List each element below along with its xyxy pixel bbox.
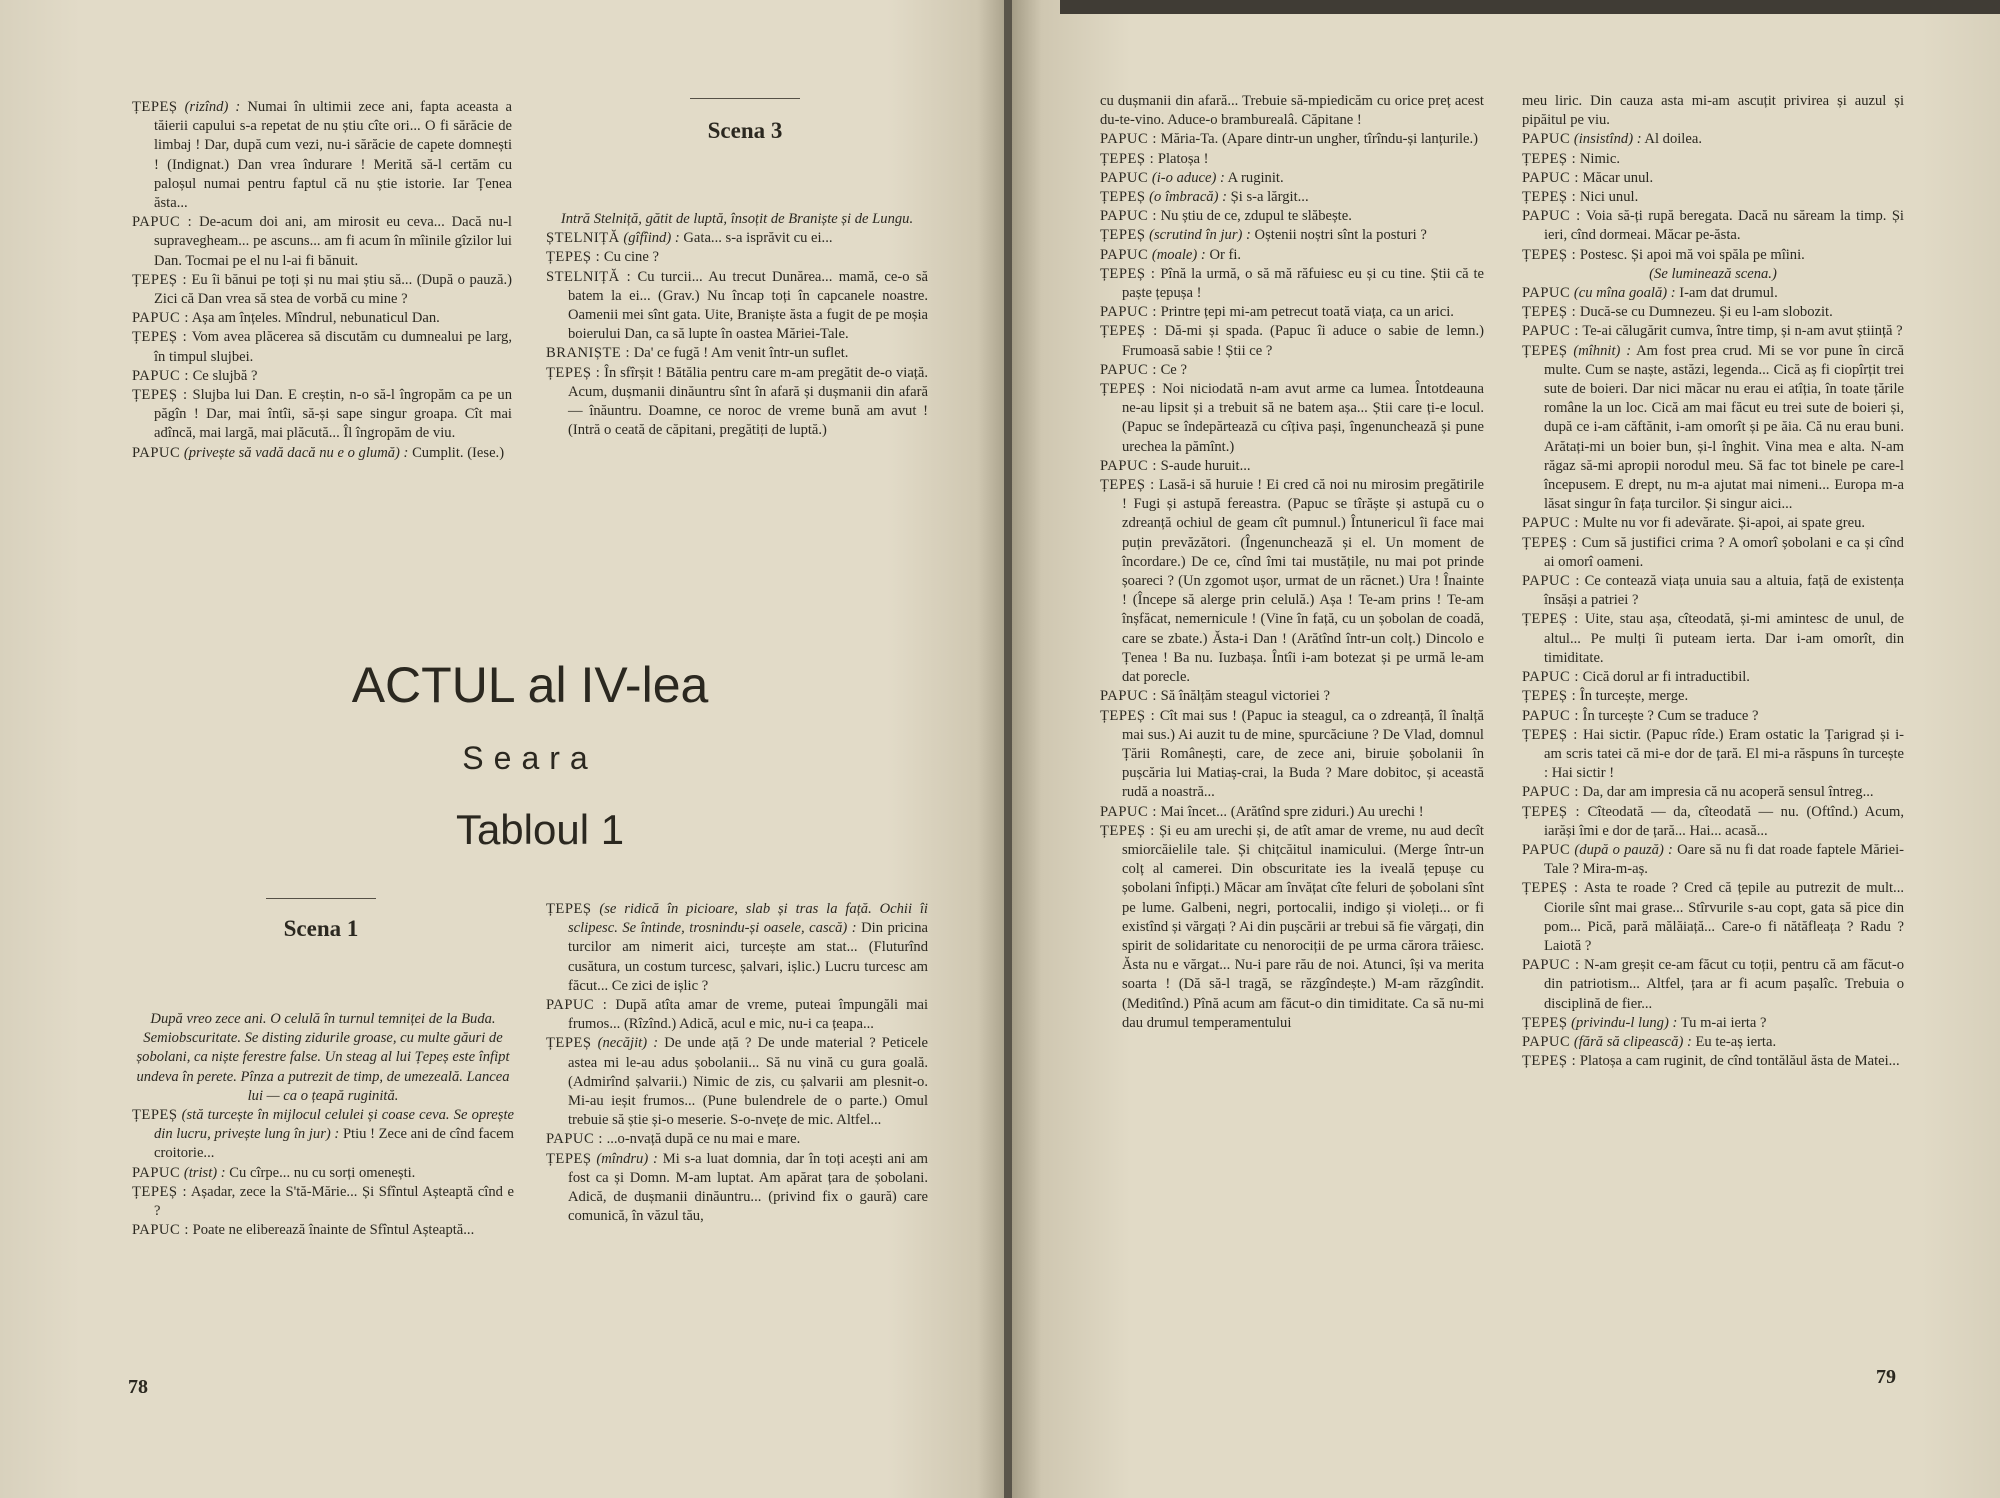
line-text: Să înălțăm steagul victoriei ? bbox=[1160, 688, 1330, 705]
speaker-name: ȚEPEȘ : bbox=[1522, 304, 1577, 321]
dialogue-line bbox=[132, 386, 512, 444]
line-text: Cică dorul ar fi intraductibil. bbox=[1582, 669, 1750, 686]
dialogue-line bbox=[1522, 610, 1904, 668]
stage-direction: (scrutind în jur) : bbox=[1149, 227, 1251, 244]
line-text: Poate ne eliberează înainte de Sfîntul Așteaptă... bbox=[192, 1222, 475, 1239]
dialogue-line bbox=[1522, 1052, 1904, 1071]
speaker-name: ȚEPEȘ : bbox=[546, 249, 601, 266]
stage-direction: Intră Stelniță, gătit de luptă, însoțit de Braniște și de Lungu. bbox=[560, 211, 914, 227]
line-text: Oare să nu fi dat roade faptele Măriei-Tale ? Mira-m-aș. bbox=[1544, 841, 1904, 878]
stage-direction: (moale) : bbox=[1151, 246, 1206, 263]
speaker-name: PAPUC : bbox=[1522, 515, 1579, 532]
line-text: Nici unul. bbox=[1579, 189, 1639, 206]
stage-direction: (Se luminează scena.) bbox=[1649, 265, 1777, 282]
dialogue-line bbox=[1100, 476, 1484, 687]
dialogue-line bbox=[546, 1130, 928, 1149]
dialogue-line bbox=[1100, 457, 1484, 476]
scene1-rule bbox=[266, 898, 376, 899]
speaker-name: ȚEPEȘ : bbox=[132, 387, 188, 404]
stage-direction: (rizînd) : bbox=[184, 99, 241, 115]
speaker-name: ȚEPEȘ : bbox=[1100, 822, 1155, 839]
line-text: Măcar unul. bbox=[1582, 169, 1654, 186]
dialogue-line bbox=[132, 1010, 514, 1106]
dialogue-line bbox=[1522, 803, 1904, 841]
right-page bbox=[1012, 0, 2000, 1498]
page-number-right: 79 bbox=[1876, 1366, 1896, 1388]
line-text: Cu cîrpe... nu cu sorți omenești. bbox=[229, 1164, 416, 1181]
page-number-left: 78 bbox=[128, 1376, 148, 1398]
speaker-name: PAPUC : bbox=[1100, 304, 1157, 321]
line-text: Nu știu de ce, zdupul te slăbește. bbox=[1160, 208, 1352, 225]
speaker-name: ȚEPEȘ : bbox=[1522, 688, 1577, 705]
dialogue-line bbox=[546, 1150, 928, 1227]
line-text: Eu îi bănui pe toți și nu mai știu să... (După o pauză.) Zici că Dan vrea să stea de vorbă cu mine ? bbox=[154, 271, 512, 308]
dialogue-line bbox=[546, 996, 928, 1034]
scene3-rule bbox=[690, 98, 800, 99]
line-text: meu liric. Din cauza asta mi-am ascuțit privirea și auzul și pipăitul pe viu. bbox=[1522, 93, 1904, 129]
speaker-name: ȚEPEȘ : bbox=[1100, 477, 1155, 494]
dialogue-line bbox=[1522, 572, 1904, 610]
speaker-name: ȘTELNIȚĂ bbox=[546, 230, 620, 247]
line-text: Am fost prea crud. Mi se vor pune în circă multe. Cum se naște, astăzi, legenda... Cică aș fi ciopîrțit trei sute de boieri. Dar nici măcar nu erau ei atîția, în toate țările române la un loc. Cică am mai făcut eu trei sute de boieri și, după ce i-am căftănit, i-am omorît și pe ăia. Că nu erau buni. Arătați-mi un boier bun, și-l înghit. Vina mea e alta. N-am răgaz să-mi apropii norodul meu. Să fac tot binele pe care-l începusem. E drept, nu m-a ajutat mai nimeni... Europa m-a lăsat singur în fața turcilor. Și singur aici... bbox=[1544, 342, 1905, 513]
speaker-name: PAPUC : bbox=[1522, 957, 1580, 974]
dialogue-line bbox=[1522, 514, 1904, 533]
speaker-name: ȚEPEȘ bbox=[546, 901, 592, 917]
dialogue-line bbox=[1100, 361, 1484, 380]
dialogue-line bbox=[1100, 246, 1484, 265]
line-text: Slujba lui Dan. E creștin, n-o să-l îngropăm ca pe un păgîn ! Dar, mai întîi, să-și sape singur groapa. Cît mai adîncă, mai largă, mai plăcută... Îl îngropăm de viu. bbox=[154, 387, 512, 442]
dialogue-line bbox=[132, 444, 512, 463]
dialogue-line bbox=[132, 309, 512, 328]
line-text: Așadar, zece la S'tă-Mărie... Și Sfîntul Așteaptă cînd e ? bbox=[154, 1183, 515, 1220]
dialogue-line bbox=[1522, 841, 1904, 879]
line-text: Noi niciodată n-am avut arme ca lumea. Întotdeauna ne-au lipsit și a trebuit să ne batem așa... Știi care ți-e locul. (Papuc se îndepărtează cu cîțiva pași, îngenunchează și pune urechea la pămînt.) bbox=[1122, 381, 1485, 455]
speaker-name: PAPUC bbox=[132, 444, 181, 461]
dialogue-line bbox=[1100, 188, 1484, 207]
line-text: Ce contează viața unuia sau a altuia, față de existența însăși a patriei ? bbox=[1544, 573, 1904, 609]
dialogue-line bbox=[1100, 380, 1484, 457]
dialogue-line bbox=[546, 210, 928, 229]
dialogue-line bbox=[132, 1164, 514, 1183]
speaker-name: PAPUC : bbox=[1522, 784, 1579, 801]
dialogue-line bbox=[1522, 726, 1904, 784]
speaker-name: ȚEPEȘ : bbox=[1100, 323, 1158, 340]
line-text: Și s-a lărgit... bbox=[1230, 189, 1309, 206]
speaker-name: PAPUC bbox=[1522, 285, 1571, 302]
left-col1-bottom bbox=[132, 1010, 514, 1240]
stage-direction: (cu mîna goală) : bbox=[1573, 285, 1676, 302]
line-text: Da' ce fugă ! Am venit într-un suflet. bbox=[633, 345, 849, 362]
speaker-name: ȚEPEȘ bbox=[1522, 1014, 1568, 1031]
line-text: Or fi. bbox=[1209, 246, 1242, 263]
speaker-name: PAPUC : bbox=[1100, 131, 1157, 148]
speaker-name: ȚEPEȘ bbox=[132, 1107, 178, 1124]
speaker-name: PAPUC : bbox=[132, 1222, 189, 1239]
speaker-name: ȚEPEȘ : bbox=[1522, 803, 1581, 820]
speaker-name: ȚEPEȘ : bbox=[1522, 1053, 1577, 1070]
dialogue-line bbox=[1522, 207, 1904, 245]
line-text: Voia să-ți rupă beregata. Dacă nu săream la timp. Și ieri, cînd dormeai. Măcar pe-ăsta. bbox=[1544, 208, 1904, 244]
dialogue-line bbox=[132, 1106, 514, 1164]
dialogue-line bbox=[1100, 207, 1484, 226]
line-text: Dă-mi și spada. (Papuc îi aduce o sabie de lemn.) Frumoasă sabie ! Știi ce ? bbox=[1122, 323, 1484, 359]
left-col2-top bbox=[546, 210, 928, 440]
speaker-name: ȚEPEȘ : bbox=[1522, 880, 1579, 897]
dialogue-line bbox=[1522, 668, 1904, 687]
speaker-name: PAPUC : bbox=[1522, 573, 1580, 590]
dialogue-line bbox=[132, 1221, 514, 1240]
dialogue-line bbox=[1100, 707, 1484, 803]
dialogue-line bbox=[132, 213, 512, 271]
line-text: Așa am înțeles. Mîndrul, nebunaticul Dan. bbox=[191, 310, 440, 327]
dialogue-line bbox=[546, 900, 928, 996]
dialogue-line bbox=[1100, 265, 1484, 303]
line-text: Ce ? bbox=[1160, 361, 1187, 378]
speaker-name: PAPUC : bbox=[1522, 208, 1581, 225]
dialogue-line bbox=[1522, 246, 1904, 265]
right-col4 bbox=[1522, 92, 1904, 1071]
dialogue-line bbox=[132, 271, 512, 309]
stage-direction: După vreo zece ani. O celulă în turnul temniței de la Buda. Semiobscuritate. Se disting zidurile groase, cu multe găuri de șobolani, ca niște ferestre false. Un steag al lui Țepeș este înfipt undeva în perete. Pînza a putrezit de timp, de umezeală. Lancea lui — ca o țeapă ruginită. bbox=[136, 1011, 510, 1104]
line-text: Platoșa ! bbox=[1157, 150, 1209, 167]
right-col3 bbox=[1100, 92, 1484, 1033]
stage-direction: (i-o aduce) : bbox=[1151, 169, 1225, 186]
dialogue-line bbox=[546, 229, 928, 248]
dialogue-line bbox=[132, 367, 512, 386]
speaker-name: PAPUC : bbox=[546, 1131, 603, 1148]
speaker-name: ȚEPEȘ bbox=[1100, 227, 1146, 244]
speaker-name: ȚEPEȘ : bbox=[132, 1183, 188, 1200]
speaker-name: PAPUC : bbox=[1522, 323, 1579, 340]
speaker-name: PAPUC : bbox=[1100, 361, 1157, 378]
speaker-name: PAPUC bbox=[1100, 246, 1149, 263]
line-text: Cîteodată — da, cîteodată — nu. (Oftînd.) Acum, iarăși îmi e dor de țară... Hai... acasă... bbox=[1544, 803, 1904, 839]
dialogue-line bbox=[1100, 150, 1484, 169]
line-text: Vom avea plăcerea să discutăm cu dumnealui pe larg, în timpul slujbei. bbox=[154, 329, 513, 365]
scene1-title: Scena 1 bbox=[283, 916, 359, 941]
speaker-name: ȚEPEȘ bbox=[132, 99, 178, 115]
speaker-name: ȚEPEȘ : bbox=[1100, 707, 1156, 724]
speaker-name: ȚEPEȘ : bbox=[132, 271, 188, 288]
dialogue-line bbox=[1522, 687, 1904, 706]
dialogue-line bbox=[1522, 92, 1904, 130]
dialogue-line bbox=[1522, 783, 1904, 802]
dialogue-line bbox=[1100, 169, 1484, 188]
line-text: cu dușmanii din afară... Trebuie să-mpiedicăm cu orice preț acest du-te-vino. Aduce-o bramburealâ. Căpitane ! bbox=[1100, 93, 1484, 129]
line-text: Numai în ultimii zece ani, fapta aceasta a tăierii capului s-a repetat de nu știu cîte ori... O fi sărăcie de limbaj ! Dar, după cum vezi, nu-i sărăcie de capete domnești ! (Indignat.) Dan vrea îndurare ! Merită să-l certăm cu paloșul numai pentru faptul că nu știe istorie. Iar Țenea ăsta... bbox=[154, 99, 512, 212]
speaker-name: PAPUC : bbox=[132, 367, 189, 384]
line-text: N-am greșit ce-am făcut cu toții, pentru că am făcut-o din patriotism... Altfel, țara ar fi acum pașalîc. Trebuia o disciplină de fier... bbox=[1544, 957, 1904, 1012]
speaker-name: BRANIȘTE : bbox=[546, 345, 631, 362]
line-text: Postesc. Și apoi mă voi spăla pe mîini. bbox=[1579, 246, 1805, 263]
act-title: ACTUL al IV-lea bbox=[351, 657, 709, 713]
dialogue-line bbox=[1522, 534, 1904, 572]
dialogue-line bbox=[1100, 303, 1484, 322]
speaker-name: ȚEPEȘ : bbox=[1100, 265, 1156, 282]
dialogue-line bbox=[1100, 130, 1484, 149]
speaker-name: PAPUC : bbox=[1100, 688, 1157, 705]
speaker-name: PAPUC bbox=[1100, 169, 1149, 186]
line-text: Cu turcii... Au trecut Dunărea... mamă, ce-o să batem la ei... (Grav.) Nu încap toți în capcanele noastre. Oamenii mei sînt gata. Uite, Braniște ăsta a fugit de pe moșia boierului Dan, ca să lupte în oastea Măriei-Tale. bbox=[568, 268, 929, 343]
stage-direction: (insistînd) : bbox=[1573, 131, 1642, 148]
line-text: Din pricina turcilor am nimerit aici, turcește am stat... (Fluturînd cusătura, un costum turcesc, șalvari, ișlic.) Lucru turcesc am făcut... Ce zici de ișlic ? bbox=[568, 920, 929, 994]
speaker-name: ȚEPEȘ : bbox=[1522, 534, 1578, 551]
stage-direction: (stă turcește în mijlocul celulei și coase ceva. Se oprește din lucru, privește lung în jur) : bbox=[154, 1107, 514, 1143]
line-text: Asta te roade ? Cred că țepile au putrezit de mult... Ciorile sînt mai grase... Stîrvurile s-au copt, gata să pice din pom... Pică, pară mălăiață... Care-o fi nătăfleața ? Radu ? Laiotă ? bbox=[1544, 880, 1905, 954]
line-text: Eu te-aș ierta. bbox=[1695, 1033, 1777, 1050]
dialogue-line bbox=[132, 98, 512, 213]
line-text: Lasă-i să huruie ! Ei cred că noi nu mirosim pregătirile ! Fugi și astupă fereastra. (Papuc se tîrăște și astupă cu o zdreanță ochiul de geam cît pumnul.) Întunericul îi face mai puțin prevăzători. (Îngenunchează și el. Un moment de încordare.) De ce, cînd îmi tai mustățile, nu mai pot prinde șoareci ? (Un zgomot ușor, urmat de un răcnet.) Ura ! Înainte ! (Începe să alerge prin celulă.) Așa ! Te-am prins ! Te-am înșfăcat, nemernicule ! (Vine în față, cu un șobolan de coadă, care se zbate.) Ăsta-i Dan ! (Arătînd într-un colț.) Dincolo e Țenea ! Ba nu. Iuzbașa. Întîi i-am botezat și pe urmă le-am dat porecle. bbox=[1122, 477, 1484, 686]
speaker-name: PAPUC : bbox=[1100, 208, 1157, 225]
stage-direction: (privindu-l lung) : bbox=[1571, 1014, 1678, 1031]
line-text: Printre țepi mi-am petrecut toată viața, ca un arici. bbox=[1160, 304, 1454, 321]
dialogue-line bbox=[1522, 130, 1904, 149]
dialogue-line bbox=[546, 364, 928, 441]
dialogue-line bbox=[1522, 956, 1904, 1014]
line-text: Mi s-a luat domnia, dar în toți acești ani am fost ca și Domn. M-am luptat. Am apărat țara de șobolani. Adică, de dușmanii dinăuntru... (privind fix o gaură) care comunică, în văzul tău, bbox=[568, 1150, 928, 1225]
speaker-name: ȚEPEȘ : bbox=[1522, 189, 1577, 206]
stage-direction: (o îmbracă) : bbox=[1149, 189, 1227, 206]
speaker-name: PAPUC : bbox=[546, 997, 608, 1014]
dialogue-line bbox=[1522, 150, 1904, 169]
speaker-name: PAPUC : bbox=[132, 214, 193, 231]
speaker-name: PAPUC : bbox=[1100, 803, 1157, 820]
dialogue-line bbox=[1522, 169, 1904, 188]
stage-direction: (trist) : bbox=[183, 1164, 226, 1181]
speaker-name: ȚEPEȘ : bbox=[1522, 246, 1577, 263]
dialogue-line bbox=[1100, 226, 1484, 245]
dialogue-line bbox=[1522, 879, 1904, 956]
line-text: De-acum doi ani, am mirosit eu ceva... Dacă nu-l supravegheam... pe ascuns... am fi acum în mîinile gîzilor lui Dan. Tocmai pe el nu l-ai fi bănuit. bbox=[154, 214, 512, 269]
stage-direction: (mîhnit) : bbox=[1573, 342, 1632, 359]
dialogue-line bbox=[1522, 707, 1904, 726]
dialogue-line bbox=[1522, 303, 1904, 322]
dialogue-line bbox=[1522, 265, 1904, 284]
speaker-name: PAPUC bbox=[1522, 1033, 1571, 1050]
stage-direction: (după o pauză) : bbox=[1574, 841, 1673, 858]
act-subtitle: Seara bbox=[462, 740, 598, 776]
line-text: Te-ai călugărit cumva, între timp, și n-am avut știință ? bbox=[1582, 323, 1903, 340]
dialogue-line bbox=[1100, 322, 1484, 360]
speaker-name: ȚEPEȘ bbox=[546, 1035, 592, 1052]
speaker-name: ȚEPEȘ : bbox=[132, 329, 188, 346]
stage-direction: (necăjit) : bbox=[597, 1035, 659, 1052]
line-text: Și eu am urechi și, de atît amar de vreme, nu aud decît smiorcăielile tale. Și chițcăitul inamicului. (Merge într-un colț al camerei. Din obscuritate ies la iveală țepușe cu șobolani înfipți.) Măcar am învățat cîte feluri de șobolani sînt pe lume. Galbeni, negri, portocalii, indigo și violeți... or fi existînd și vărgați ? Ai din pușcării ar trebui să fie vărgați, din spirit de solidaritate cu nenorociții de pe urma cărora trăiesc. Ăsta nu e vărgat... Nu-i pare rău de noi. Atunci, își va merita soarta ! (Dă să-l tragă, se răzgîndește.) M-am răzgîndit. (Meditînd.) Pînă acum am făcut-o din timiditate. Ca să nu-mi dau drumul temperamentului bbox=[1122, 822, 1484, 1031]
speaker-name: PAPUC : bbox=[1100, 457, 1157, 474]
line-text: Da, dar am impresia că nu acoperă sensul întreg... bbox=[1582, 784, 1874, 801]
line-text: Cît mai sus ! (Papuc ia steagul, ca o zdreanță, îl înalță mai sus.) Ai auzit tu de mine, spurcăciune ? De Vlad, domnul Țării Românești, care, de zece ani, biruie șobolanii în pușcăria lui Matiaș-crai, la Buda ? Mare dobitoc, și această rudă a noastră... bbox=[1122, 707, 1484, 801]
dialogue-line bbox=[1100, 687, 1484, 706]
speaker-name: PAPUC : bbox=[132, 310, 189, 327]
line-text: Măria-Ta. (Apare dintr-un ungher, tîrîndu-și lanțurile.) bbox=[1160, 131, 1479, 148]
speaker-name: ȚEPEȘ bbox=[546, 1150, 592, 1167]
dialogue-line bbox=[1522, 342, 1904, 515]
dialogue-line bbox=[1100, 92, 1484, 130]
speaker-name: PAPUC : bbox=[1522, 169, 1579, 186]
line-text: Ptiu ! Zece ani de cînd facem croitorie... bbox=[154, 1126, 514, 1162]
speaker-name: ȚEPEȘ : bbox=[1522, 611, 1579, 628]
dialogue-line bbox=[1522, 1033, 1904, 1052]
speaker-name: ȚEPEȘ : bbox=[546, 364, 601, 381]
line-text: Al doilea. bbox=[1644, 131, 1702, 148]
dialogue-line bbox=[1100, 822, 1484, 1033]
dialogue-line bbox=[1522, 284, 1904, 303]
dialogue-line bbox=[1522, 322, 1904, 341]
dialogue-line bbox=[132, 328, 512, 366]
left-col2-bottom bbox=[546, 900, 928, 1226]
stage-direction: (se ridică în picioare, slab și tras la față. Ochii îi sclipesc. Se întinde, trosnindu-și oasele, cască) : bbox=[568, 901, 928, 937]
line-text: Uite, stau așa, cîteodată, și-mi amintesc de unul, de altul... Pe mulți îi puteam ierta. Dar i-am omorît, din timiditate. bbox=[1544, 611, 1904, 666]
line-text: În turcește, merge. bbox=[1579, 688, 1689, 705]
stage-direction: (mîndru) : bbox=[596, 1150, 658, 1167]
speaker-name: PAPUC : bbox=[1522, 707, 1579, 724]
dialogue-line bbox=[1522, 1014, 1904, 1033]
dialogue-line bbox=[546, 344, 928, 363]
line-text: Pînă la urmă, o să mă răfuiesc eu și cu tine. Știi că te paște țepușa ! bbox=[1122, 265, 1484, 302]
dialogue-line bbox=[132, 1183, 514, 1221]
line-text: Cumplit. (Iese.) bbox=[412, 444, 505, 461]
line-text: Cum să justifici crima ? A omorî șobolani e ca și cînd ai omorî oameni. bbox=[1544, 534, 1904, 570]
line-text: În turcește ? Cum se traduce ? bbox=[1582, 707, 1759, 724]
line-text: Ducă-se cu Dumnezeu. Și eu l-am slobozit. bbox=[1579, 304, 1833, 321]
line-text: S-aude huruit... bbox=[1160, 457, 1251, 474]
line-text: A ruginit. bbox=[1227, 169, 1284, 186]
line-text: După atîta amar de vreme, puteai împungăli mai frumos... (Rîzînd.) Adică, acul e mic, nu-i ca țeapa... bbox=[568, 997, 928, 1033]
background-edge bbox=[1060, 0, 2000, 14]
stage-direction: (privește să vadă dacă nu e o glumă) : bbox=[183, 444, 409, 461]
line-text: Mai încet... (Arătînd spre ziduri.) Au urechi ! bbox=[1160, 803, 1424, 820]
speaker-name: PAPUC : bbox=[1522, 669, 1579, 686]
line-text: Tu m-ai ierta ? bbox=[1680, 1014, 1767, 1031]
speaker-name: ȚEPEȘ : bbox=[1100, 150, 1155, 167]
left-col1-top bbox=[132, 98, 512, 463]
line-text: Gata... s-a isprăvit cu ei... bbox=[683, 230, 833, 247]
dialogue-line bbox=[1100, 803, 1484, 822]
speaker-name: ȚEPEȘ bbox=[1522, 342, 1568, 359]
speaker-name: ȚEPEȘ : bbox=[1522, 150, 1577, 167]
line-text: Multe nu vor fi adevărate. Și-apoi, ai spate greu. bbox=[1582, 515, 1866, 532]
stage-direction: (gîfîind) : bbox=[623, 230, 680, 247]
dialogue-line bbox=[546, 268, 928, 345]
dialogue-line bbox=[1522, 188, 1904, 207]
speaker-name: STELNIȚĂ : bbox=[546, 268, 632, 285]
line-text: Hai sictir. (Papuc rîde.) Eram ostatic la Țarigrad și i-am scris tatei că mi-e dor de țară. El mi-a răspuns în turcește : Hai sictir ! bbox=[1544, 726, 1904, 782]
speaker-name: PAPUC bbox=[1522, 841, 1571, 858]
dialogue-line bbox=[546, 1034, 928, 1130]
line-text: Platoșa a cam ruginit, de cînd tontălăul ăsta de Matei... bbox=[1579, 1053, 1900, 1070]
line-text: De unde ață ? De unde material ? Peticele astea mi le-au adus șobolanii... Să nu vină cu gura goală. (Admirînd șalvarii.) Nimic de zis, cu șalvarii am plesnit-o. Mi-au ieșit frumos... (Pune bulendrele de o parte.) Omul trebuie să știe și-o meserie. S-o-nvețe de mic. Altfel... bbox=[568, 1035, 928, 1129]
line-text: Cu cine ? bbox=[603, 249, 659, 266]
stage-direction: (fără să clipească) : bbox=[1573, 1033, 1692, 1050]
speaker-name: ȚEPEȘ bbox=[1100, 189, 1146, 206]
speaker-name: PAPUC bbox=[132, 1164, 181, 1181]
speaker-name: ȚEPEȘ : bbox=[1100, 381, 1157, 398]
line-text: Nimic. bbox=[1579, 150, 1620, 167]
line-text: În sfîrșit ! Bătălia pentru care m-am pregătit de-o viață. Acum, dușmanii dinăuntru sînt în afară și dușmanii din afară — înăuntru. Doamne, ce noroc de vreme bună am avut ! (Intră o ceată de căpitani, pregătiți de luptă.) bbox=[568, 364, 928, 439]
dialogue-line bbox=[546, 248, 928, 267]
line-text: I-am dat drumul. bbox=[1679, 285, 1778, 302]
line-text: Oștenii noștri sînt la posturi ? bbox=[1254, 227, 1427, 244]
scene3-title: Scena 3 bbox=[707, 118, 783, 143]
line-text: ...o-nvață după ce nu mai e mare. bbox=[606, 1131, 801, 1148]
speaker-name: ȚEPEȘ : bbox=[1522, 726, 1578, 743]
tableau-title: Tabloul 1 bbox=[455, 806, 625, 853]
speaker-name: PAPUC bbox=[1522, 131, 1571, 148]
line-text: Ce slujbă ? bbox=[192, 367, 258, 384]
